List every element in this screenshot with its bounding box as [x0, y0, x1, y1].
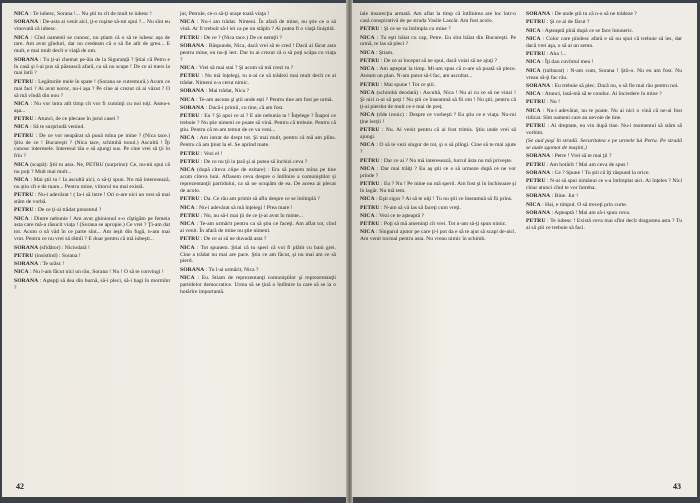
dialogue-text: : Aştepţi să dea din burnă, să-i pleci, să-i bagi în mormînt ?: [14, 277, 170, 291]
speaker-name: NICA: [180, 221, 195, 228]
speaker-name: PETRU: [360, 127, 380, 134]
dialogue-text: jur, Petrule, ce-o să-ţi uraşe toată viaţa !: [180, 11, 270, 17]
dialogue-line: [526, 162, 682, 169]
dialogue-line: [14, 11, 170, 18]
dialogue-line: [360, 142, 516, 156]
dialogue-line: [180, 113, 336, 134]
dialogue-text: : Tu ţi-ai chemat pe-ăia de la Siguranţă ? Ştiai că Petru e în casă şi l-ai pus să păzească afară, ca să nu scape ! De ce ai mers la mai întîi ?: [14, 56, 170, 77]
speaker-name: NICA: [14, 11, 29, 17]
speaker-name: SORANA: [526, 11, 551, 17]
dialogue-line: [526, 123, 682, 137]
dialogue-line: [14, 101, 170, 115]
speaker-name: SORANA: [526, 153, 551, 160]
speaker-name: NICA: [180, 244, 195, 251]
speaker-name: NICA: [14, 100, 29, 107]
speaker-name: NICA: [360, 229, 375, 236]
speaker-name: NICA: [360, 142, 375, 149]
dialogue-text: : Te-am urmărit pentru ca să ştiu ce faceţi. Am aflat tot, cînd ai venit. În afară de mine nu ştie nimeni.: [180, 221, 336, 235]
dialogue-text: : Bine. Jur !: [551, 193, 579, 200]
speaker-name: PETRU: [526, 51, 546, 58]
dialogue-line: [180, 205, 336, 212]
dialogue-line: [360, 205, 516, 212]
speaker-name: PETRU: [360, 157, 380, 164]
dialogue-text: : Ştiam.: [376, 49, 394, 56]
dialogue-text: (tulburat) : N-am cum, Sorana ! Ştii-o. Nu eu am fost. Nu vreau să-ţi fac rău.: [526, 67, 682, 81]
dialogue-line: [360, 66, 516, 80]
dialogue-line: [360, 90, 516, 111]
dialogue-text: : Tu eşti băiat cu cap, Petre. Eu sînt băiat din Bucureşti. Pe urmă, te las să pleci ?: [360, 34, 516, 48]
speaker-name: SORANA: [180, 88, 205, 95]
dialogue-text: : Nu-i adevărat ! ( Ia-i să intre ! Ori n-are nici un rost să mai stăm de vorbă.: [14, 192, 170, 205]
dialogue-text: : Şi ce se va întîmpla cu mine ?: [380, 26, 451, 33]
dialogue-line: [526, 202, 682, 209]
dialogue-text: : Nu vor intra atît timp cît vor fi cuminţi cu noi toţi. Astea-s aşa...: [14, 100, 170, 114]
speaker-name: PETRU: [180, 113, 200, 120]
dialogue-text: : Dar mai trăiţi ? Eu aş ştii ce o să urmeze după ce ne vor prinde ?: [360, 165, 516, 179]
speaker-name: NICA: [180, 96, 195, 103]
dialogue-line: [360, 112, 516, 126]
page-number-left: 42: [16, 482, 24, 491]
dialogue-text: : Cînd oamenii se cunosc, nu ştiam că o să te iubesc așa de tare. Am avut gînduri, dar nu credeam că o să fie atît de greu... E mult, e mai mult decît o viaţă de om.: [14, 34, 170, 55]
dialogue-line: [14, 245, 170, 252]
speaker-name: NICA: [14, 176, 29, 183]
dialogue-line: [14, 177, 170, 191]
dialogue-text: : Atunci, de ce plecase în jurul casei ?: [34, 116, 120, 123]
dialogue-text: : Dacă-i primii, cu tine, că am fost.: [205, 105, 284, 111]
dialogue-line: [360, 11, 516, 25]
dialogue-text: : Nu !: [546, 99, 560, 106]
dialogue-line: [14, 57, 170, 78]
speaker-name: PETRU: [180, 150, 200, 157]
dialogue-line: [14, 253, 170, 260]
dialogue-text: : Eu ? Şi apoi ce ai ? E ale nebunia ta ! Înţelege ? Înapoi ce trebuie ? Nu ştie nimeni ce poate să vină. Pentru că trebuie. Pentru că ştiu. Pentru că m-am temut de ce va veni...: [180, 113, 336, 134]
dialogue-text: : Îţi dau cuvîntul meu !: [542, 59, 594, 66]
dialogue-text: : Singurul ajutor pe care ţi-l pot da e să te ajut să scapi de-aici. Am venit tocmai pentru asta. Nu vreau nimic în schimb.: [360, 229, 516, 243]
dialogue-line: [526, 11, 682, 18]
dialogue-text: : Nu-i adevărat, nu te poate. Nu ai nici o vină că ne-ai fost ridicat. Sînt oameni care au nevoie de tine.: [526, 107, 682, 121]
dialogue-text: : Aşteaptă pînă după ce se face întuneric.: [542, 27, 634, 34]
speaker-name: SORANA: [14, 56, 39, 63]
dialogue-text: (insistînd) : Sorana !: [34, 252, 81, 259]
dialogue-text: : Nu. Ai venit pentru că ai fost trimis. Ştiu unde vrei să ajungi.: [360, 127, 516, 141]
right-page-column-2: [526, 11, 682, 479]
speaker-name: SORANA: [526, 193, 551, 200]
dialogue-line: [180, 19, 336, 33]
speaker-name: NICA: [360, 89, 375, 96]
dialogue-line: [180, 11, 336, 18]
speaker-name: NICA: [14, 124, 29, 131]
dialogue-line: [526, 83, 682, 90]
speaker-name: NICA: [526, 91, 541, 98]
speaker-name: NICA: [360, 66, 375, 73]
speaker-name: PETRU: [180, 73, 200, 80]
dialogue-text: : N-ai să spui nimănui ce s-a întîmplat aici. Ai înţeles ? Nici chiar atunci cînd te vor întreba.: [526, 178, 682, 192]
dialogue-line: [14, 207, 170, 214]
dialogue-line: [14, 79, 170, 100]
dialogue-line: [360, 35, 516, 49]
speaker-name: PETRU: [360, 181, 380, 188]
dialogue-text: : Eşti sigur ? Ai să te uiţi ! Tu nu ştii ce înseamnă să fii prins.: [376, 196, 513, 203]
speaker-name: PETRU: [14, 132, 34, 139]
dialogue-line: [360, 181, 516, 195]
dialogue-line: [180, 105, 336, 112]
dialogue-text: : Atunci, lasă-mă să te conduc. Ai încredere în mine ?: [542, 91, 662, 98]
speaker-name: PETRU: [360, 81, 380, 88]
dialogue-line: [14, 261, 170, 268]
dialogue-line: [180, 245, 336, 266]
dialogue-line: [180, 236, 336, 243]
dialogue-line: [180, 65, 336, 72]
speaker-name: NICA: [526, 59, 541, 66]
speaker-name: SORANA: [526, 82, 551, 89]
dialogue-line: [360, 82, 516, 89]
dialogue-line: [14, 192, 170, 206]
speaker-name: NICA: [360, 111, 375, 118]
dialogue-line: [526, 138, 682, 152]
dialogue-text: : Color care pîndesc afară e să nu spui că trebuie să ies, dar dacă vrei aşa, o să ai un semn.: [526, 35, 682, 49]
page-number-right: 43: [673, 482, 681, 491]
dialogue-text: : Poţi să mă ameninţi cît vrei. Tot n-am să-ţi spun nimic.: [380, 221, 507, 228]
dialogue-text: : Aşteaptă ! Mai am să-i spun ceva.: [551, 210, 631, 217]
dialogue-text: iale insurecţia armată. Am aflat la timp că întîlnirea are loc într-o casă conspirativă de pe strada Vasile Lascăr. Am fost acolo.: [360, 11, 516, 24]
speaker-name: SORANA: [526, 169, 551, 176]
speaker-name: PETRU: [180, 236, 200, 243]
dialogue-text: (după cîteva clipe de ezitare) : Era să punem mîna pe tine acum cîteva luni. Aflasem ceva despre o întîlnire a comuniştilor și reprezentanţii partidului, ca să ne ocupăm de ea. De aceea ai plecat de acolo.: [180, 167, 336, 194]
right-page: [352, 3, 697, 497]
dialogue-line: [526, 178, 682, 192]
dialogue-text: : Te urăsc !: [39, 261, 65, 268]
dialogue-line: [526, 59, 682, 66]
dialogue-text: : Am intrat de drept tot. Şi mai mult, pentru că mă am plîns. Pentru că am ţinut la el. Se aprind toate.: [180, 135, 336, 149]
speaker-name: NICA: [526, 27, 541, 34]
dialogue-line: [360, 213, 516, 220]
dialogue-text: : Am aşteptat la timp. Mi-am spus că n-are să poată să plece. Aveam un plan. N-am putut să-l fac, am ascultat...: [360, 66, 516, 80]
dialogue-text: : De ce ai început să ne spui, dacă voiai să ne ajuţi ?: [380, 58, 498, 64]
dialogue-text: : Răspunde, Nica, dacă vrei să te cred ! Dacă ai făcut asta pentru mine, eu nu-ţi iert. Dar tu ai crezut că o să poţi scăpa cu viaţa ?: [180, 42, 336, 63]
dialogue-text: : Nu-i am trădat. Nimeni. În afară de mine, nu ştie ce o să vină. Ar fi trebuit să-l iei ca pe un stăpîn ? Ai putea fi o viaţă liniştită.: [180, 19, 336, 33]
dialogue-text: : Tot spunem. Ştiai că tu speri că voi fi plătit cu bani grei. Cine a trădat nu mai are pace. Ştiu ce am făcut, şi nu mai am ce să pierd.: [180, 244, 336, 265]
dialogue-line: [180, 213, 336, 220]
speaker-name: PETRU: [360, 204, 380, 211]
dialogue-text: : O să te vezi singur de tot, şi o să plîngi. Cine să te mai ajute ?: [360, 142, 516, 156]
dialogue-text: (sfidător) : Niciodată !: [39, 244, 90, 251]
speaker-name: PETRU: [14, 207, 34, 214]
dialogue-line: [180, 151, 336, 158]
dialogue-line: [180, 73, 336, 87]
dialogue-line: [360, 229, 516, 243]
speaker-name: NICA: [180, 19, 195, 26]
dialogue-line: [526, 68, 682, 82]
dialogue-text: : Nu l-am făcut nici un rău, Sorana ! Nu ! O să te convingi !: [30, 269, 164, 276]
dialogue-line: [360, 58, 516, 65]
dialogue-line: [180, 97, 336, 104]
speaker-name: NICA: [14, 269, 29, 276]
speaker-name: PETRU: [180, 34, 200, 41]
dialogue-text: : De ce ? (Nica tace.) De ce nemţii ?: [200, 34, 282, 41]
dialogue-text: : Te iubesc ! Există ceva mai sfînt decît dragostea asta ? Tu ai să ştii ce trebuie să faci.: [526, 218, 682, 232]
dialogue-line: [360, 166, 516, 180]
dialogue-line: [526, 99, 682, 106]
dialogue-line: [180, 135, 336, 149]
dialogue-line: [360, 127, 516, 141]
dialogue-text: (rîde ironic) : Despre ce vorbeşti ? Eu ştiu ce e viaţa. Nu-mi ţine lecţii !: [360, 111, 516, 125]
dialogue-text: (schimbă deodată) : Ascultă, Nica ! Nu ai cu ce să ne vinzi ! Şi nici n-ai să poţi ! Nu ştii ce înseamnă să fii om ! Nu ştii, pentru că ţi-ai pierdut de mult ce e mai de preţ.: [360, 89, 516, 110]
dialogue-text: : N-am să vă las să faceţi cum vreţi.: [380, 204, 461, 211]
dialogue-text: : De ce ai să ne duvadă asta ?: [200, 236, 267, 243]
dialogue-text: : Mai ştii tu ! Ia ascultă aici, o să-ţi spun. Nu mă interesează, nu ştiu cît e de mare... Pentru mine, viitorul nu mai există.: [14, 176, 170, 190]
dialogue-text: : Hai, e timpul. O să treceţi prin curte.: [542, 201, 628, 208]
speaker-name: NICA: [526, 35, 541, 42]
speaker-name: NICA: [360, 196, 375, 203]
dialogue-text: : Tu l-ai urmărit, Nica ?: [205, 266, 259, 273]
left-page: [2, 3, 347, 497]
dialogue-text: : Eu. Stiam de reprezentanţi comuniştilor şi reprezentanţii partidelor democratice. Urma să se ţină o întîlnire la care să se ia o hotărîre importantă.: [180, 275, 336, 295]
speaker-name: NICA: [360, 49, 375, 56]
dialogue-text: : Da. Ce rău am primit să aflu despre ce se întîmplă ?: [200, 196, 320, 203]
speaker-name: PETRU: [526, 178, 546, 185]
speaker-name: NICA: [526, 67, 541, 74]
dialogue-line: [526, 193, 682, 200]
speaker-name: NICA: [526, 201, 541, 208]
dialogue-line: [526, 28, 682, 35]
dialogue-line: [360, 50, 516, 57]
dialogue-line: [180, 267, 336, 274]
dialogue-text: (scapă): Ştii tu asta. Ne, PETRU (surprins): Ce, nu-mi spui că nu poţi ? Mult mai mult...: [14, 161, 170, 175]
speaker-name: NICA: [180, 204, 195, 211]
dialogue-line: [180, 221, 336, 235]
speaker-name: SORANA: [180, 42, 205, 49]
dialogue-line: [14, 124, 170, 131]
dialogue-line: [360, 196, 516, 203]
dialogue-line: [526, 153, 682, 160]
dialogue-line: [526, 170, 682, 177]
dialogue-line: [526, 218, 682, 232]
dialogue-line: [14, 162, 170, 176]
dialogue-line: [14, 35, 170, 56]
right-page-column-1: [360, 11, 516, 479]
dialogue-text: : Mai spune ! Tot ce ştii.: [380, 81, 436, 88]
speaker-name: PETRU: [14, 192, 34, 199]
dialogue-line: [526, 36, 682, 50]
dialogue-text: : Dintre nebunie ! Am avut ghinionul s-o cîştigăm pe femeia asta care mă-a răsucit viaţa ! (Sorana se apropie.) Ce vrei ? Ţi-am dat tot. Acum o să văd în ce parte sînt... Am ieşit din fugă, n-am mai vrut. Pentru ce nu vrei să rămîi ? E doar pentru că mă iubeşti...: [14, 215, 170, 243]
dialogue-text: : Mai trădat, Nica ?: [205, 88, 249, 95]
dialogue-line: [180, 35, 336, 42]
dialogue-line: [180, 43, 336, 64]
dialogue-line: [526, 210, 682, 217]
dialogue-line: [14, 19, 170, 33]
speaker-name: NICA: [180, 64, 195, 71]
speaker-name: SORANA: [180, 105, 205, 111]
speaker-name: NICA: [360, 212, 375, 219]
dialogue-line: [526, 108, 682, 122]
speaker-name: NICA: [14, 215, 29, 222]
speaker-name: NICA: [180, 275, 195, 282]
speaker-name: PETRU: [14, 78, 34, 85]
dialogue-line: [360, 221, 516, 228]
speaker-name: NICA: [180, 167, 195, 174]
dialogue-text: : De ce vor neapărat să pună mîna pe mine ? (Nica tace.) Ştiu de ce ! Bucureşti ? (Nica tace, schimbă tonul.) Ascultă ! Îţi cunosc interesele. Interesul tău e să ajungi sus. Pe cine vrei să ţii în frîu ?: [14, 132, 170, 160]
speaker-name: NICA: [526, 107, 541, 114]
dialogue-text: : De ce ţi-ai trădat prezentul ?: [34, 207, 102, 214]
dialogue-text: : De unde ştii tu că n-o să ne trădeze ?: [551, 11, 637, 17]
dialogue-line: [180, 167, 336, 195]
speaker-name: PETRU: [526, 99, 546, 106]
dialogue-line: [526, 19, 682, 26]
speaker-name: PETRU: [526, 19, 546, 26]
dialogue-text: : Vezi ce te aşteaptă ?: [376, 212, 424, 219]
speaker-name: NICA: [180, 135, 195, 142]
dialogue-line: [526, 51, 682, 58]
dialogue-text: : Am hotărît ! Mai am ceva de spus !: [546, 161, 629, 168]
dialogue-text: : De ce nu ţii la ţară şi ai putea să închizi ceva ?: [200, 158, 308, 165]
speaker-name: SORANA: [14, 277, 39, 284]
dialogue-text: : Eu trebuie să plec. Dacă nu, o să fie mai rău pentru noi.: [551, 82, 679, 89]
speaker-name: PETRU: [526, 161, 546, 168]
speaker-name: PETRU: [180, 196, 200, 203]
speaker-name: PETRU: [360, 58, 380, 64]
speaker-name: PETRU: [360, 221, 380, 228]
speaker-name: SORANA: [14, 261, 39, 268]
speaker-name: PETRU: [360, 26, 380, 33]
dialogue-text: : Te-am ascuns şi ştii unde ești ? Pentru tine am fost pe urmă.: [196, 96, 333, 103]
speaker-name: PETRU: [180, 212, 200, 219]
speaker-name: PETRU: [14, 252, 34, 259]
dialogue-text: : Dar ce ai ? Nu mă interesează, lucrul ăsta nu mă priveşte.: [380, 157, 513, 164]
dialogue-line: [14, 133, 170, 161]
dialogue-text: : De-asta ai venit aici, ţi-e ruşine să-mi spui ?... Nu sînt eu vinovată că iubesc.: [14, 19, 170, 33]
dialogue-text: : Să te surprindă venind.: [30, 124, 85, 131]
dialogue-text: : Te iubesc, Sorana !... Nu ştii tu cît de mult te iubesc !: [30, 11, 152, 17]
dialogue-line: [180, 275, 336, 296]
dialogue-line: [180, 159, 336, 166]
dialogue-text: : Aha !...: [546, 51, 567, 58]
speaker-name: PETRU: [526, 218, 546, 225]
speaker-name: PETRU: [180, 158, 200, 165]
speaker-name: PETRU: [14, 116, 34, 123]
dialogue-text: : Vrei să mai stai ? Şi acum să mă crezi tu ?: [196, 64, 294, 71]
dialogue-text: : Nu mă înţelegi, tu n-ai ce să trădezi mai mult decît ce ai trădat. Nimeni n-a cerut nimic.: [180, 73, 336, 87]
stage-direction: (Se aud paşi în stradă. Securitatea e pe urmele lui Petru. Pe stradă se aude zgomot de maşini.): [526, 138, 682, 152]
dialogue-text: : Ce ? Spune ! Tu ştii că îţi răspund la orice.: [551, 169, 650, 176]
dialogue-line: [14, 269, 170, 276]
speaker-name: NICA: [360, 34, 375, 41]
dialogue-text: : Petre ! Vrei să te mai ţii ?: [551, 153, 612, 160]
dialogue-text: : Şi ce ai de făcut ?: [546, 19, 590, 26]
dialogue-line: [360, 26, 516, 33]
dialogue-text: : Nu, nu să-l mai ţii de ce ţi-ai avut în minte...: [200, 212, 303, 219]
speaker-name: PETRU: [526, 122, 546, 129]
dialogue-line: [180, 196, 336, 203]
left-page-column-1: [14, 11, 170, 479]
dialogue-line: [180, 88, 336, 95]
speaker-name: SORANA: [180, 266, 205, 273]
speaker-name: NICA: [14, 161, 29, 168]
speaker-name: NICA: [360, 165, 375, 172]
speaker-name: SORANA: [526, 210, 551, 217]
dialogue-line: [14, 278, 170, 292]
left-page-column-2: [180, 11, 336, 479]
dialogue-text: : Vezi el !: [200, 150, 223, 157]
dialogue-text: : Legăturile mele în spate ! (Sorana se cutremură.) Acum ce mai faci ? Ai avut noroc, nu-i aşa ? Pe cine ai crezut că ai văzut ? O să mă vîndă din nou ?: [14, 78, 170, 99]
dialogue-line: [14, 116, 170, 123]
dialogue-text: : Ai dreptate, eu vin după tine. Nu-i momentul să stăm să vorbim.: [526, 122, 682, 136]
speaker-name: SORANA: [14, 244, 39, 251]
dialogue-text: : Eu ? Nu ! Pe mine nu mă sperii. Am fost şi în închisoare şi în lagăr. Nu mă tem.: [360, 181, 516, 194]
speaker-name: NICA: [14, 34, 29, 41]
dialogue-line: [14, 216, 170, 244]
speaker-name: SORANA: [14, 19, 39, 26]
dialogue-text: : Nu-i adevărat să mă înţelegi ! Prea mare !: [196, 204, 293, 211]
dialogue-line: [360, 158, 516, 165]
dialogue-line: [526, 91, 682, 98]
